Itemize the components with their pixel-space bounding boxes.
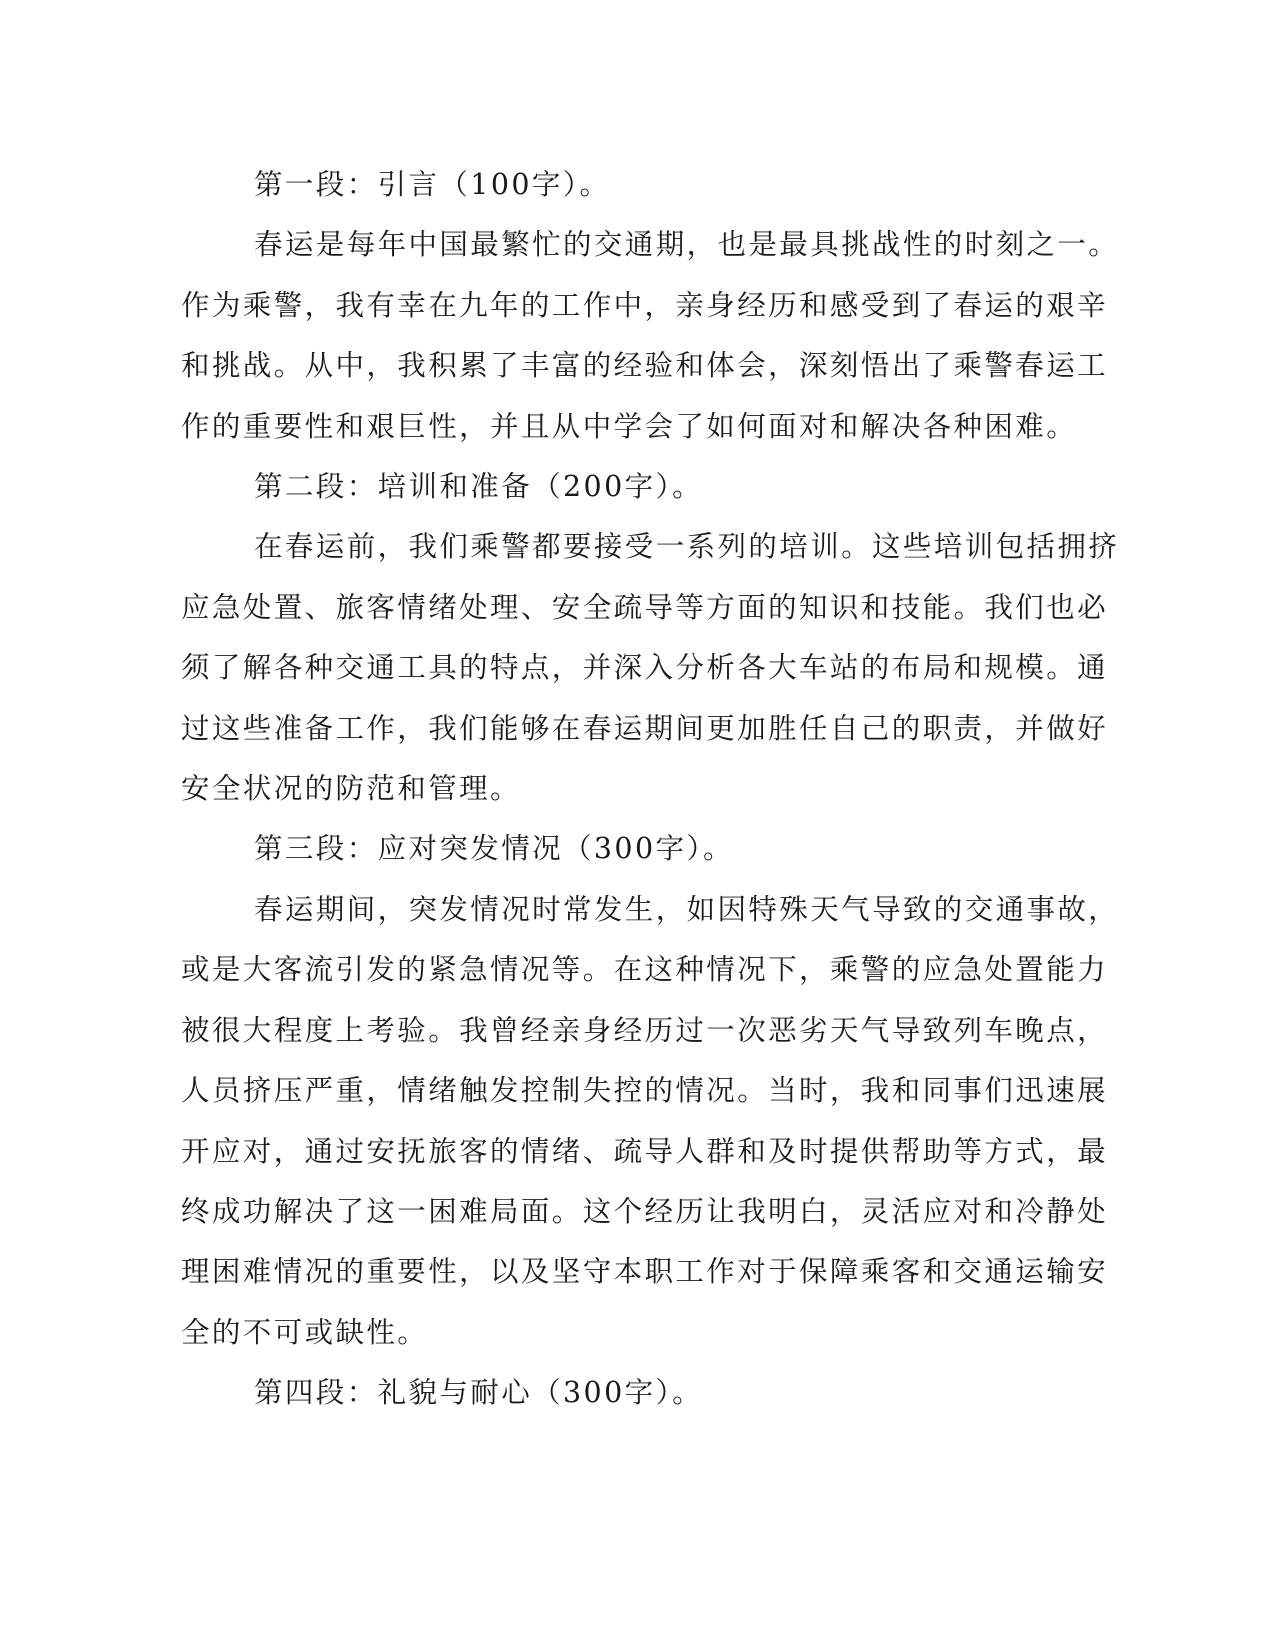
text-line: 和挑战。从中，我积累了丰富的经验和体会，深刻悟出了乘警春运工 (181, 349, 1109, 383)
text-line: 第一段：引言（100字）。 (254, 168, 611, 201)
text-line: 春运是每年中国最繁忙的交通期，也是最具挑战性的时刻之一。 (254, 228, 1120, 262)
document-body (181, 155, 1120, 1424)
text-line: 开应对，通过安抚旅客的情绪、疏导人群和及时提供帮助等方式，最 (181, 1134, 1109, 1168)
text-line: 人员挤压严重，情绪触发控制失控的情况。当时，我和同事们迅速展 (181, 1074, 1109, 1108)
paragraph-emergency (181, 880, 1120, 1363)
section-heading-4 (181, 1363, 1061, 1423)
text-line: 安全状况的防范和管理。 (181, 772, 521, 806)
text-line: 第四段：礼貌与耐心（300字）。 (254, 1376, 704, 1410)
text-line: 第三段：应对突发情况（300字）。 (254, 832, 734, 866)
text-line: 终成功解决了这一困难局面。这个经历让我明白，灵活应对和冷静处 (181, 1194, 1109, 1228)
text-line: 在春运前，我们乘警都要接受一系列的培训。这些培训包括拥挤 (254, 530, 1120, 564)
text-line: 春运期间，突发情况时常发生，如因特殊天气导致的交通事故， (254, 892, 1120, 926)
text-line: 被很大程度上考验。我曾经亲身经历过一次恶劣天气导致列车晚点， (181, 1013, 1109, 1047)
text-line: 应急处置、旅客情绪处理、安全疏导等方面的知识和技能。我们也必 (181, 590, 1109, 624)
paragraph-training (181, 517, 1120, 819)
paragraph-intro (181, 215, 1120, 457)
section-heading-2 (181, 457, 1061, 517)
section-heading-1 (181, 155, 1061, 215)
text-line: 第二段：培训和准备（200字）。 (254, 470, 704, 504)
text-line: 须了解各种交通工具的特点，并深入分析各大车站的布局和规模。通 (181, 651, 1109, 685)
text-line: 作为乘警，我有幸在九年的工作中，亲身经历和感受到了春运的艰辛 (181, 288, 1109, 322)
section-heading-3 (181, 819, 1061, 879)
text-line: 作的重要性和艰巨性，并且从中学会了如何面对和解决各种困难。 (181, 409, 1078, 443)
text-line: 理困难情况的重要性，以及坚守本职工作对于保障乘客和交通运输安 (181, 1255, 1109, 1289)
text-line: 全的不可或缺性。 (181, 1315, 429, 1349)
text-line: 或是大客流引发的紧急情况等。在这种情况下，乘警的应急处置能力 (181, 953, 1109, 987)
text-line: 过这些准备工作，我们能够在春运期间更加胜任自己的职责，并做好 (181, 711, 1109, 745)
